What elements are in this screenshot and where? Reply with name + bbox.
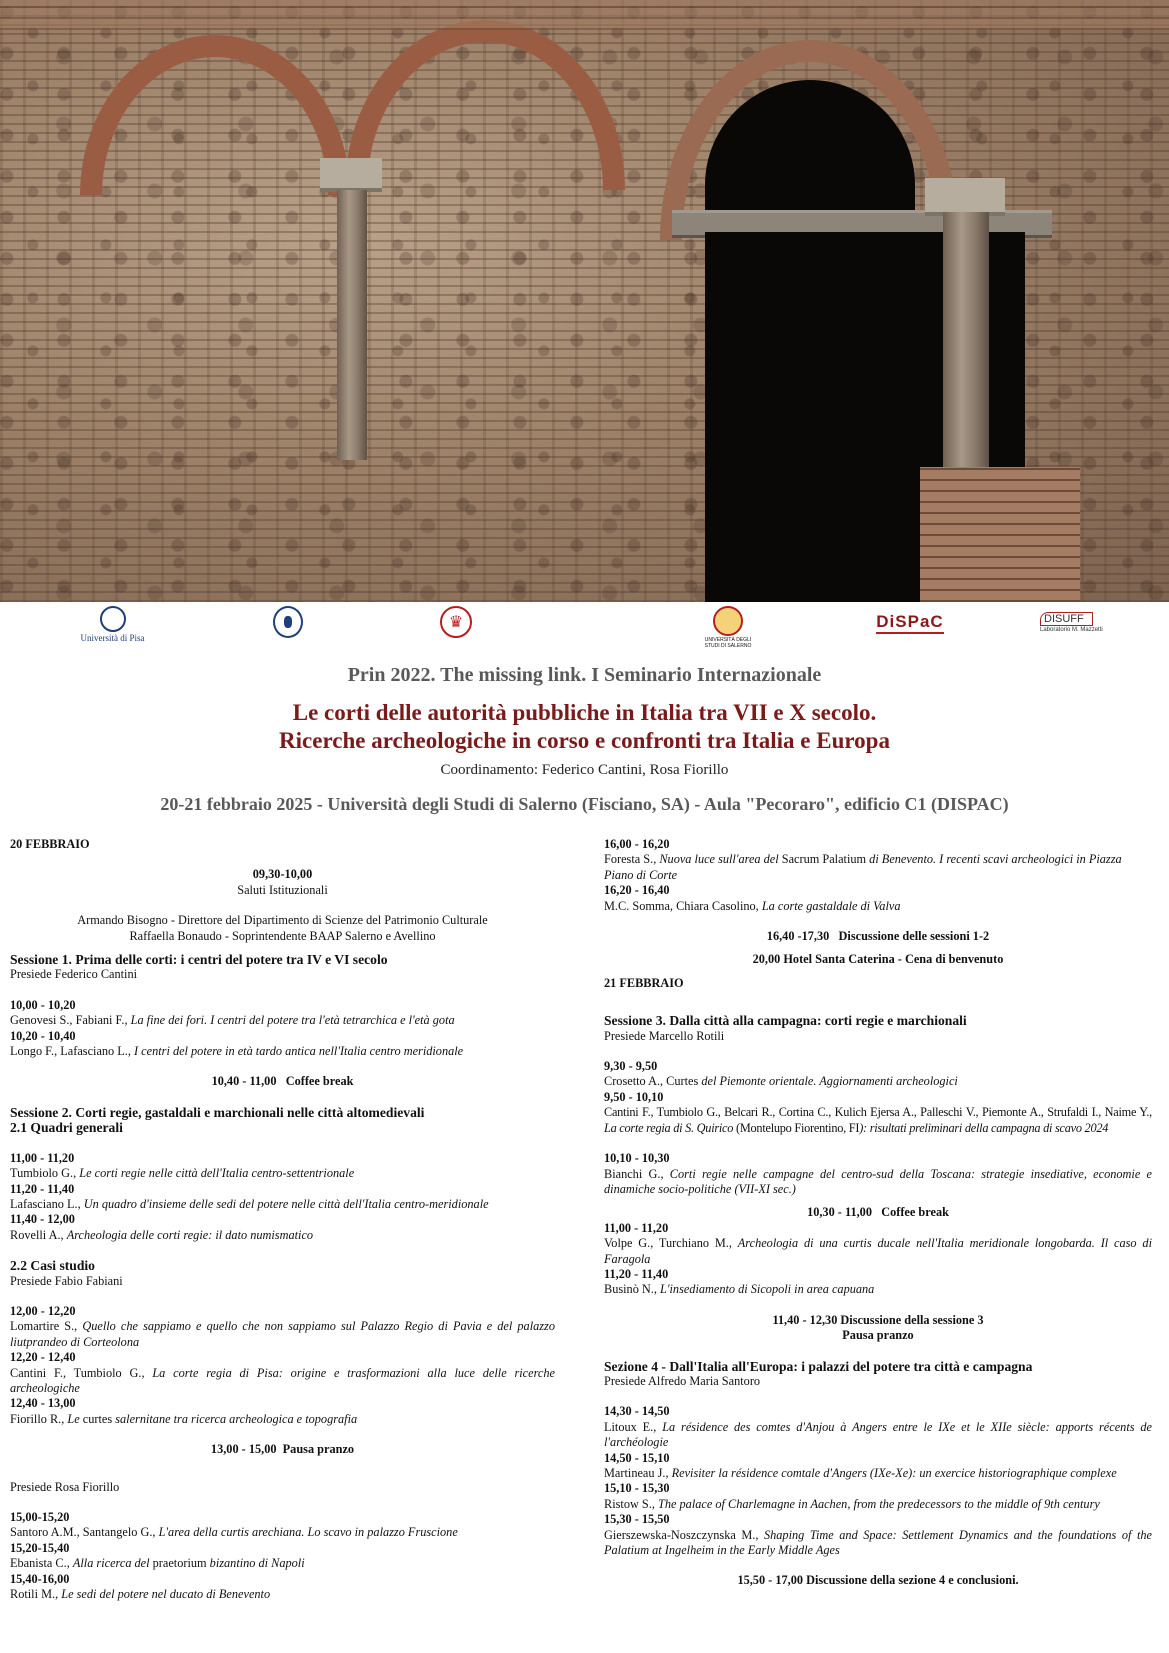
opening-time: 09,30-10,00 [252, 867, 313, 882]
session-2-sub2: 2.2 Casi studio [10, 1258, 95, 1274]
logo-unisa [688, 606, 768, 649]
left-capital [320, 158, 382, 192]
program-left-column [10, 837, 555, 1602]
greeting-1: Armando Bisogno - Direttore del Dipartimento di Scienze del Patrimonio Culturale [77, 913, 488, 928]
talk-entry: Crosetto A., Curtes del Piemonte orientale. Aggiornamenti archeologici [604, 1074, 958, 1089]
logo-crown [436, 606, 476, 638]
talk-entry: Martineau J., Revisiter la résidence comtale d'Angers (IXe-Xe): un exercice historiographique complexe [604, 1466, 1117, 1480]
main-title-line2: Ricerche archeologiche in corso e confronti tra Italia e Europa [279, 728, 890, 753]
talk-entry: Foresta S., Nuova luce sull'area del Sacrum Palatium di Benevento. I recenti scavi archeologici in Piazza Piano di Corte [604, 852, 1122, 882]
talk-time: 15,20-15,40 [10, 1540, 70, 1555]
talk-title: I centri del potere in età tardo antica nell'Italia centro meridionale [134, 1044, 464, 1059]
greeting-2: Raffaella Bonaudo - Soprintendente BAAP Salerno e Avellino [129, 928, 436, 943]
talk-time: 10,20 - 10,40 [10, 1028, 76, 1043]
main-title-line1: Le corti delle autorità pubbliche in Italia tra VII e X secolo. [292, 700, 877, 725]
hero-photo-stone-wall [0, 0, 1169, 602]
coffee-break-2: 10,30 - 11,00 Coffee break [807, 1205, 949, 1220]
talk-time: 10,10 - 10,30 [604, 1151, 670, 1166]
left-column [337, 190, 367, 460]
session-4-title: Sezione 4 - Dall'Italia all'Europa: i palazzi del potere tra città e campagna [604, 1358, 1033, 1374]
series-title: Prin 2022. The missing link. I Seminario Internazionale [347, 664, 822, 686]
talk-time: 11,20 - 11,40 [10, 1181, 75, 1196]
logo-dispac-text: DiSPaC [876, 612, 943, 634]
talk-entry: Gierszewska-Noszczynska M., Shaping Time and Space: Settlement Dynamics and the foundations of the Palatium at Ingelheim in the Early Middle Ages [604, 1527, 1153, 1558]
talk-entry: Rotili M., Le sedi del potere nel ducato di Benevento [10, 1587, 271, 1602]
logo-unipi-text: Università di Pisa [80, 633, 145, 643]
session-2-sub1: 2.1 Quadri generali [10, 1120, 123, 1136]
talk-time: 12,40 - 13,00 [10, 1396, 76, 1411]
coordination: Coordinamento: Federico Cantini, Rosa Fiorillo [440, 762, 729, 778]
session-2-title: Sessione 2. Corti regie, gastaldali e marchionali nelle città altomedievali [10, 1104, 425, 1120]
dinner: 20,00 Hotel Santa Caterina - Cena di benvenuto [752, 952, 1004, 967]
crown-seal-icon: ♛ [440, 606, 472, 638]
talk-entry: Ristow S., The palace of Charlemagne in Aachen, from the predecessors to the middle of 9th century [604, 1496, 1100, 1511]
talk-time: 15,00-15,20 [10, 1510, 70, 1524]
brick-base [920, 467, 1080, 602]
talk-entry: Lafasciano L., Un quadro d'insieme delle sedi del potere nelle città dell'Italia centro-meridionale [10, 1196, 489, 1211]
talk-entry: Cantini F., Tumbiolo G., La corte regia di Pisa: origine e trasformazioni alla luce delle ricerche archeologiche [10, 1365, 555, 1395]
talk-time: 12,20 - 12,40 [10, 1350, 76, 1365]
discussion-2: 11,40 - 12,30 Discussione della sessione 3 [772, 1312, 984, 1327]
talk-time: 15,30 - 15,50 [604, 1512, 670, 1527]
coffee-break-1: 10,40 - 11,00 Coffee break [211, 1074, 354, 1089]
top-brick-band [0, 0, 1169, 30]
session-3-chair: Presiede Marcello Rotili [604, 1028, 725, 1043]
right-capital [925, 178, 1005, 216]
session-2-chair: Presiede Fabio Fabiani [10, 1273, 123, 1288]
talk-entry: Volpe G., Turchiano M., Archeologia di una curtis ducale nell'Italia meridionale longobarda. Il caso di Faragola [604, 1236, 1152, 1266]
talk-time: 14,50 - 15,10 [604, 1450, 670, 1465]
session-1-title: Sessione 1. Prima delle corti: i centri del potere tra IV e VI secolo [10, 952, 388, 968]
talk-entry: Rovelli A., Archeologia delle corti regie: il dato numismatico [10, 1227, 314, 1242]
talk-entry [10, 1013, 555, 1028]
date-place: 20-21 febbraio 2025 - Università degli Studi di Salerno (Fisciano, SA) - Aula "Pecoraro", edificio C1 (DISPAC) [160, 794, 1009, 814]
talk-time: 11,00 - 11,20 [604, 1220, 669, 1235]
day2-label: 21 FEBBRAIO [604, 975, 684, 990]
session-3-title: Sessione 3. Dalla città alla campagna: corti regie e marchionali [604, 1013, 967, 1029]
owl-seal-icon [273, 606, 303, 638]
talk-entry [10, 1044, 555, 1059]
talk-time: 15,10 - 15,30 [604, 1481, 670, 1496]
talk-time: 12,00 - 12,20 [10, 1303, 76, 1318]
talk-time: 9,30 - 9,50 [604, 1059, 658, 1074]
talk-time: 16,00 - 16,20 [604, 837, 670, 851]
logo-dispac [870, 612, 950, 634]
talk-time: 11,00 - 11,20 [10, 1150, 75, 1165]
talk-time: 9,50 - 10,10 [604, 1089, 664, 1104]
day1-label: 20 FEBBRAIO [10, 837, 90, 851]
talk-entry: Fiorillo R., Le curtes salernitane tra ricerca archeologica e topografia [10, 1411, 358, 1426]
talk-entry: Businò N., L'insediamento di Sicopoli in area capuana [604, 1282, 875, 1297]
logo-unisa-text: UNIVERSITÀ DEGLI STUDI DI SALERNO [704, 637, 752, 649]
unisa-seal-icon [713, 606, 743, 636]
right-column [943, 212, 989, 467]
talk-title: La fine dei fori. I centri del potere tra l'età tetrarchica e l'età gota [130, 1013, 455, 1028]
final-discussion: 15,50 - 17,00 Discussione della sezione 4 e conclusioni. [737, 1573, 1019, 1588]
session-4-chair: Presiede Alfredo Maria Santoro [604, 1373, 761, 1388]
logo-disuff-sub: Laboratorio M. Mazzetti [1040, 627, 1103, 633]
opening-title: Saluti Istituzionali [237, 882, 328, 897]
talk-entry: Bianchi G., Corti regie nelle campagne del centro-sud della Toscana: strategie insediative, economie e dinamiche socio-politiche (VII-XI sec.) [604, 1166, 1152, 1196]
talk-authors: Genovesi S., Fabiani F., [10, 1013, 131, 1028]
logo-owl [268, 606, 308, 638]
talk-time: 16,20 - 16,40 [604, 883, 670, 898]
talk-entry: Lomartire S., Quello che sappiamo e quello che non sappiamo sul Palazzo Regio di Pavia e del palazzo liutprandeo di Corteolona [10, 1319, 555, 1349]
talk-time: 10,00 - 10,20 [10, 997, 76, 1012]
session-1-chair: Presiede Federico Cantini [10, 967, 138, 982]
logo-disuff [1040, 612, 1120, 633]
discussion-1: 16,40 -17,30 Discussione delle sessioni 1-2 [766, 929, 990, 944]
talk-time: 14,30 - 14,50 [604, 1404, 670, 1419]
logo-disuff-text: DISUFF [1040, 612, 1093, 626]
talk-time: 11,20 - 11,40 [604, 1266, 669, 1281]
logo-unipi [65, 606, 160, 643]
talk-entry: Tumbiolo G., Le corti regie nelle città dell'Italia centro-settentrionale [10, 1166, 355, 1181]
lunch-break-1: 13,00 - 15,00 Pausa pranzo [210, 1442, 355, 1457]
talk-entry: Santoro A.M., Santangelo G., L'area della curtis arechiana. Lo scavo in palazzo Fruscione [10, 1525, 458, 1540]
talk-time: 15,40-16,00 [10, 1571, 70, 1586]
talk-entry: Ebanista C., Alla ricerca del praetorium bizantino di Napoli [10, 1556, 305, 1571]
lunch-break-2: Pausa pranzo [842, 1328, 914, 1343]
session-2b-chair: Presiede Rosa Fiorillo [10, 1479, 120, 1494]
talk-entry: M.C. Somma, Chiara Casolino, La corte gastaldale di Valva [604, 898, 901, 913]
talk-entry: Litoux E., La résidence des comtes d'Anjou à Angers entre le IXe et le XIIe siècle: apports récents de l'archéologie [604, 1419, 1152, 1450]
talk-entry: Cantini F., Tumbiolo G., Belcari R., Cortina C., Kulich Ejersa A., Palleschi V., Piemonte A., Strufaldi I., Naime Y., La corte regia di S. Quirico (Montelupo Fiorentino, FI): risultati preliminari della campagna di scavo 2024 [604, 1105, 1152, 1135]
talk-time: 11,40 - 12,00 [10, 1212, 75, 1227]
seal-icon [100, 606, 126, 632]
talk-authors: Longo F., Lafasciano L., [10, 1044, 135, 1059]
program-right-column [604, 837, 1152, 1589]
